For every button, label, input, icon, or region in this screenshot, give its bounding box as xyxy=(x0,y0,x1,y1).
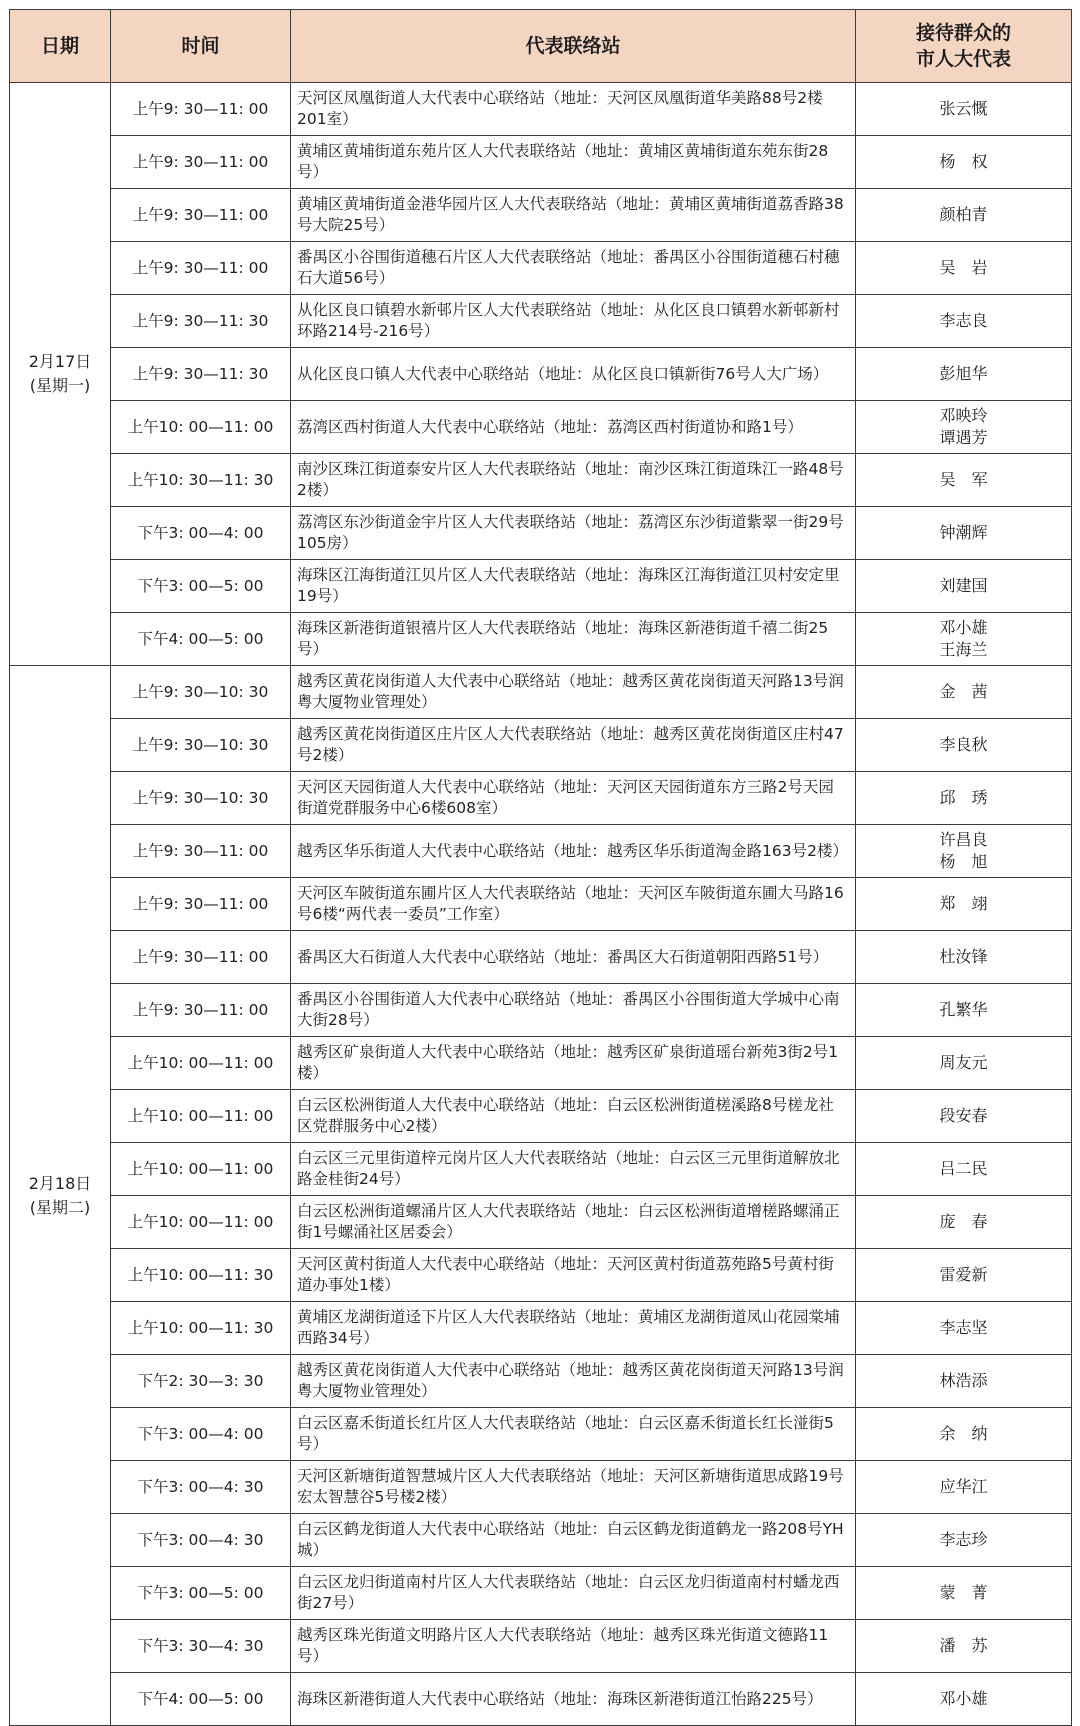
schedule-table xyxy=(9,9,1072,1726)
station-cell: 天河区凤凰街道人大代表中心联络站（地址：天河区凤凰街道华美路88号2楼201室） xyxy=(291,83,856,136)
reps-cell xyxy=(856,454,1072,507)
reps-cell xyxy=(856,1143,1072,1196)
schedule-body xyxy=(10,83,1072,1726)
table-row xyxy=(10,507,1072,560)
station-cell: 番禺区大石街道人大代表中心联络站（地址：番禺区大石街道朝阳西路51号） xyxy=(291,931,856,984)
rep-name: 蒙 菁 xyxy=(939,1583,988,1602)
time-cell: 下午2: 30—3: 30 xyxy=(111,1355,291,1408)
schedule-sheet xyxy=(9,9,1071,1726)
station-cell: 荔湾区东沙街道金宇片区人大代表联络站（地址：荔湾区东沙街道紫翠一街29号105房） xyxy=(291,507,856,560)
table-row xyxy=(10,1249,1072,1302)
reps-cell xyxy=(856,772,1072,825)
table-row xyxy=(10,1196,1072,1249)
rep-name: 余 纳 xyxy=(939,1424,988,1443)
time-cell: 上午10: 00—11: 00 xyxy=(111,1037,291,1090)
station-cell: 海珠区新港街道银禧片区人大代表联络站（地址：海珠区新港街道千禧二街25号） xyxy=(291,613,856,666)
reps-cell xyxy=(856,1302,1072,1355)
time-cell: 下午3: 00—4: 30 xyxy=(111,1514,291,1567)
station-cell: 黄埔区龙湖街道迳下片区人大代表联络站（地址：黄埔区龙湖街道凤山花园棠埔西路34号） xyxy=(291,1302,856,1355)
table-row xyxy=(10,242,1072,295)
reps-cell xyxy=(856,83,1072,136)
reps-cell xyxy=(856,613,1072,666)
station-cell: 天河区黄村街道人大代表中心联络站（地址：天河区黄村街道荔苑路5号黄村街道办事处1楼） xyxy=(291,1249,856,1302)
table-row xyxy=(10,348,1072,401)
station-cell: 白云区松洲街道螺涌片区人大代表联络站（地址：白云区松洲街道增槎路螺涌正街1号螺涌社区居委会） xyxy=(291,1196,856,1249)
reps-cell xyxy=(856,719,1072,772)
reps-cell xyxy=(856,1037,1072,1090)
reps-cell xyxy=(856,984,1072,1037)
station-cell: 南沙区珠江街道泰安片区人大代表联络站（地址：南沙区珠江街道珠江一路48号2楼） xyxy=(291,454,856,507)
station-cell: 天河区新塘街道智慧城片区人大代表联络站（地址：天河区新塘街道思成路19号宏太智慧谷5号楼2楼） xyxy=(291,1461,856,1514)
station-cell: 越秀区珠光街道文明路片区人大代表联络站（地址：越秀区珠光街道文德路11号） xyxy=(291,1620,856,1673)
date-cell xyxy=(10,666,111,1726)
rep-name: 吕二民 xyxy=(939,1159,988,1178)
date-label: 2月17日 xyxy=(28,352,92,371)
reps-cell xyxy=(856,295,1072,348)
rep-name: 吴 岩 xyxy=(939,258,988,277)
reps-cell xyxy=(856,931,1072,984)
station-cell: 天河区天园街道人大代表中心联络站（地址：天河区天园街道东方三路2号天园街道党群服务中心6楼608室） xyxy=(291,772,856,825)
reps-cell xyxy=(856,1673,1072,1726)
rep-name: 雷爱新 xyxy=(939,1265,988,1284)
time-cell: 上午10: 00—11: 30 xyxy=(111,1302,291,1355)
time-cell: 上午9: 30—11: 00 xyxy=(111,242,291,295)
header-reps-line2: 市人大代表 xyxy=(915,48,1011,70)
time-cell: 上午9: 30—11: 30 xyxy=(111,348,291,401)
reps-cell xyxy=(856,189,1072,242)
time-cell: 上午9: 30—11: 00 xyxy=(111,878,291,931)
time-cell: 上午9: 30—11: 00 xyxy=(111,136,291,189)
table-row xyxy=(10,1620,1072,1673)
reps-cell xyxy=(856,1567,1072,1620)
reps-cell xyxy=(856,1355,1072,1408)
table-row xyxy=(10,401,1072,454)
table-row xyxy=(10,1514,1072,1567)
rep-name: 颜柏青 xyxy=(939,205,988,224)
time-cell: 下午4: 00—5: 00 xyxy=(111,613,291,666)
station-cell: 越秀区黄花岗街道人大代表中心联络站（地址：越秀区黄花岗街道天河路13号润粤大厦物业管理处） xyxy=(291,666,856,719)
header-reps xyxy=(856,10,1072,83)
rep-name: 吴 军 xyxy=(939,470,988,489)
time-cell: 下午3: 00—5: 00 xyxy=(111,560,291,613)
time-cell: 上午10: 00—11: 00 xyxy=(111,401,291,454)
table-row xyxy=(10,1408,1072,1461)
table-row xyxy=(10,772,1072,825)
reps-cell xyxy=(856,1196,1072,1249)
table-row xyxy=(10,1567,1072,1620)
reps-cell xyxy=(856,1090,1072,1143)
reps-cell xyxy=(856,666,1072,719)
station-cell: 海珠区江海街道江贝片区人大代表联络站（地址：海珠区江海街道江贝村安定里19号） xyxy=(291,560,856,613)
time-cell: 上午10: 30—11: 30 xyxy=(111,454,291,507)
header-row xyxy=(10,10,1072,83)
rep-name: 杜汝锋 xyxy=(939,947,988,966)
weekday-label: (星期一) xyxy=(29,376,91,395)
weekday-label: (星期二) xyxy=(29,1197,91,1217)
time-cell: 上午9: 30—11: 30 xyxy=(111,295,291,348)
rep-name: 刘建国 xyxy=(939,576,988,595)
rep-name: 庞 春 xyxy=(939,1212,988,1231)
rep-name: 李良秋 xyxy=(939,735,988,754)
station-cell: 白云区龙归街道南村片区人大代表联络站（地址：白云区龙归街道南村村蟠龙西街27号） xyxy=(291,1567,856,1620)
table-row xyxy=(10,984,1072,1037)
reps-cell xyxy=(856,1249,1072,1302)
time-cell: 上午10: 00—11: 00 xyxy=(111,1143,291,1196)
rep-name: 杨 旭 xyxy=(939,852,988,871)
table-row xyxy=(10,878,1072,931)
header-station: 代表联络站 xyxy=(291,10,856,83)
rep-name: 金 茜 xyxy=(939,682,988,701)
time-cell: 下午3: 30—4: 30 xyxy=(111,1620,291,1673)
date-cell xyxy=(10,83,111,666)
reps-cell xyxy=(856,560,1072,613)
station-cell: 天河区车陂街道东圃片区人大代表联络站（地址：天河区车陂街道东圃大马路16号6楼“两代表一委员”工作室） xyxy=(291,878,856,931)
table-row xyxy=(10,1673,1072,1726)
rep-name: 彭旭华 xyxy=(939,364,988,383)
rep-name: 邓小雄 xyxy=(939,618,988,637)
reps-cell xyxy=(856,1620,1072,1673)
time-cell: 下午4: 00—5: 00 xyxy=(111,1673,291,1726)
time-cell: 下午3: 00—4: 00 xyxy=(111,1408,291,1461)
reps-cell xyxy=(856,348,1072,401)
rep-name: 潘 苏 xyxy=(939,1636,988,1655)
station-cell: 荔湾区西村街道人大代表中心联络站（地址：荔湾区西村街道协和路1号） xyxy=(291,401,856,454)
rep-name: 王海兰 xyxy=(939,640,988,659)
time-cell: 上午9: 30—11: 00 xyxy=(111,984,291,1037)
rep-name: 周友元 xyxy=(939,1053,988,1072)
station-cell: 番禺区小谷围街道人大代表中心联络站（地址：番禺区小谷围街道大学城中心南大街28号） xyxy=(291,984,856,1037)
reps-cell xyxy=(856,507,1072,560)
rep-name: 邱 琇 xyxy=(939,788,988,807)
reps-cell xyxy=(856,825,1072,878)
time-cell: 上午9: 30—11: 00 xyxy=(111,83,291,136)
reps-cell xyxy=(856,1408,1072,1461)
reps-cell xyxy=(856,136,1072,189)
table-row xyxy=(10,189,1072,242)
table-row xyxy=(10,1355,1072,1408)
rep-name: 许昌良 xyxy=(939,830,988,849)
station-cell: 白云区三元里街道梓元岗片区人大代表联络站（地址：白云区三元里街道解放北路金桂街24号） xyxy=(291,1143,856,1196)
table-row xyxy=(10,454,1072,507)
rep-name: 李志坚 xyxy=(939,1318,988,1337)
rep-name: 林浩添 xyxy=(939,1371,988,1390)
table-row xyxy=(10,1302,1072,1355)
rep-name: 邓小雄 xyxy=(939,1689,988,1708)
rep-name: 段安春 xyxy=(939,1106,988,1125)
table-row xyxy=(10,613,1072,666)
table-row xyxy=(10,931,1072,984)
rep-name: 邓映玲 xyxy=(939,406,988,425)
station-cell: 越秀区华乐街道人大代表中心联络站（地址：越秀区华乐街道淘金路163号2楼） xyxy=(291,825,856,878)
time-cell: 上午9: 30—10: 30 xyxy=(111,666,291,719)
station-cell: 白云区嘉禾街道长红片区人大代表联络站（地址：白云区嘉禾街道长红长湴街5号） xyxy=(291,1408,856,1461)
time-cell: 上午9: 30—11: 00 xyxy=(111,825,291,878)
rep-name: 杨 权 xyxy=(939,152,988,171)
reps-cell xyxy=(856,242,1072,295)
time-cell: 上午10: 00—11: 00 xyxy=(111,1196,291,1249)
station-cell: 黄埔区黄埔街道东苑片区人大代表联络站（地址：黄埔区黄埔街道东苑东街28号） xyxy=(291,136,856,189)
rep-name: 应华江 xyxy=(939,1477,988,1496)
station-cell: 从化区良口镇人大代表中心联络站（地址：从化区良口镇新街76号人大广场） xyxy=(291,348,856,401)
station-cell: 番禺区小谷围街道穗石片区人大代表联络站（地址：番禺区小谷围街道穗石村穗石大道56号） xyxy=(291,242,856,295)
station-cell: 越秀区黄花岗街道人大代表中心联络站（地址：越秀区黄花岗街道天河路13号润粤大厦物业管理处） xyxy=(291,1355,856,1408)
rep-name: 钟潮辉 xyxy=(939,523,988,542)
reps-cell xyxy=(856,401,1072,454)
table-row xyxy=(10,719,1072,772)
station-cell: 白云区松洲街道人大代表中心联络站（地址：白云区松洲街道槎溪路8号槎龙社区党群服务中心2楼） xyxy=(291,1090,856,1143)
table-row xyxy=(10,560,1072,613)
table-row xyxy=(10,1037,1072,1090)
time-cell: 下午3: 00—5: 00 xyxy=(111,1567,291,1620)
time-cell: 上午9: 30—10: 30 xyxy=(111,719,291,772)
table-row xyxy=(10,1461,1072,1514)
time-cell: 下午3: 00—4: 30 xyxy=(111,1461,291,1514)
reps-cell xyxy=(856,1461,1072,1514)
reps-cell xyxy=(856,1514,1072,1567)
rep-name: 李志珍 xyxy=(939,1530,988,1549)
table-row xyxy=(10,666,1072,719)
station-cell: 海珠区新港街道人大代表中心联络站（地址：海珠区新港街道江怡路225号） xyxy=(291,1673,856,1726)
date-label: 2月18日 xyxy=(28,1173,92,1193)
station-cell: 白云区鹤龙街道人大代表中心联络站（地址：白云区鹤龙街道鹤龙一路208号YH城） xyxy=(291,1514,856,1567)
table-row xyxy=(10,295,1072,348)
table-row xyxy=(10,825,1072,878)
time-cell: 下午3: 00—4: 00 xyxy=(111,507,291,560)
time-cell: 上午10: 00—11: 00 xyxy=(111,1090,291,1143)
table-row xyxy=(10,83,1072,136)
rep-name: 张云慨 xyxy=(939,99,988,118)
reps-cell xyxy=(856,878,1072,931)
rep-name: 李志良 xyxy=(939,311,988,330)
time-cell: 上午9: 30—11: 00 xyxy=(111,931,291,984)
time-cell: 上午9: 30—11: 00 xyxy=(111,189,291,242)
rep-name: 郑 翊 xyxy=(939,894,988,913)
table-row xyxy=(10,1090,1072,1143)
time-cell: 上午9: 30—10: 30 xyxy=(111,772,291,825)
time-cell: 上午10: 00—11: 30 xyxy=(111,1249,291,1302)
station-cell: 越秀区矿泉街道人大代表中心联络站（地址：越秀区矿泉街道瑶台新苑3街2号1楼） xyxy=(291,1037,856,1090)
station-cell: 黄埔区黄埔街道金港华园片区人大代表联络站（地址：黄埔区黄埔街道荔香路38号大院25号） xyxy=(291,189,856,242)
station-cell: 越秀区黄花岗街道区庄片区人大代表联络站（地址：越秀区黄花岗街道区庄村47号2楼） xyxy=(291,719,856,772)
table-row xyxy=(10,136,1072,189)
station-cell: 从化区良口镇碧水新邨片区人大代表联络站（地址：从化区良口镇碧水新邨新村环路214号-216号） xyxy=(291,295,856,348)
header-reps-line1: 接待群众的 xyxy=(915,22,1011,44)
table-row xyxy=(10,1143,1072,1196)
header-time: 时间 xyxy=(111,10,291,83)
rep-name: 谭遇芳 xyxy=(939,428,988,447)
rep-name: 孔繁华 xyxy=(939,1000,988,1019)
header-date: 日期 xyxy=(10,10,111,83)
